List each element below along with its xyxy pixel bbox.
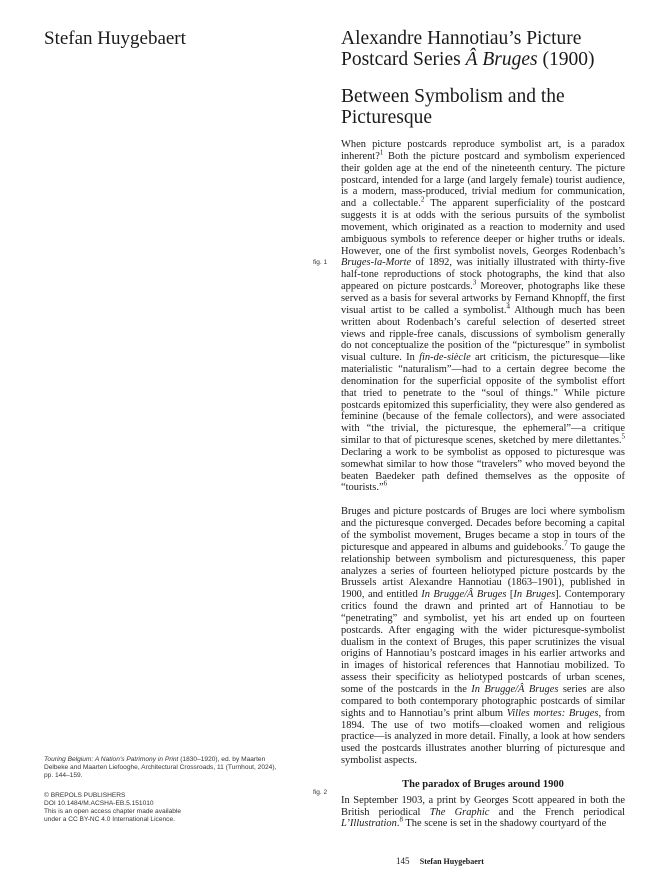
chapter-subtitle: Between Symbolism and the Picturesque <box>341 86 565 128</box>
chapter-title: Alexandre Hannotiau’s Picture Postcard Series Â Bruges (1900) <box>341 28 595 70</box>
paragraph-3: In September 1903, a print by Georges Scott appeared in both the British periodical The Graphic and the French periodical L’Illustration.$^8$ The scene is set in the shadowy courtyard of the <box>341 794 625 830</box>
author-name: Stefan Huygebaert <box>44 28 186 49</box>
paragraph-2: Bruges and picture postcards of Bruges are loci where symbolism and the picturesque converged. Decades before becoming a capital of the symbolist movement, Bruges became a stop in tours of the picturesque and appeared in albums and guidebooks.$^7$ To gauge the relationship between symbolism and picturesqueness, this paper analyzes a series of fourteen heliotyped picture postcards by the Brussels artist Alexandre Hannotiau (1863–1901), published in 1900, and entitled In Brugge/Â Bruges [In Bruges]. Contemporary critics found the drawn and printed art of Hannotiau to be “penetrating” and symbolist, yet his art ended up on fourteen postcards. After engaging with the wider picturesque-symbolist dualism in the context of Bruges, this paper scrutinizes the visual origins of Hannotiau’s postcard images in his earlier artworks and in images of historical references that Hannotiau mobilized. To assess their specificity as heliotyped postcards of urban scenes, some of the postcards in the In Brugge/Â Bruges series are also compared to both contemporary photographic postcards of similar sights and to Hannotiau’s print album Villes mortes: Bruges, from 1894. The use of two motifs—cloaked women and religious practice—is analyzed in more detail. Finally, a look at how senders used the postcards illustrates another blurring of picturesque and symbolist aspects. <box>341 506 626 767</box>
fig-1-label: fig. 1 <box>313 259 328 266</box>
copyright: © BREPOLS PUBLISHERS DOI 10.1484/M.ACSHA-EB.5.151010 This is an open access chapter made available under a CC BY-NC 4.0 International Licence. <box>44 791 182 824</box>
page-footer <box>396 856 484 866</box>
citation: Touring Belgium: A Nation’s Patrimony in Print (1830–1920), ed. by Maarten Delbeke and Maarten Liefooghe, Architectural Crossroads, 11 (Turnhout, 2024), pp. 144–159. <box>44 756 277 780</box>
fig-2-label: fig. 2 <box>313 789 328 796</box>
footer-author: Stefan Huygebaert <box>419 857 484 866</box>
page-number: 145 <box>396 856 410 866</box>
title-block <box>341 28 631 128</box>
body-text <box>341 139 625 830</box>
section-heading: The paradox of Bruges around 1900 <box>402 778 564 790</box>
publication-info <box>44 756 284 824</box>
paragraph-1: When picture postcards reproduce symbolist art, is a paradox inherent?$^1$ Both the picture postcard and symbolism experienced their golden age at the end of the nineteenth century. The picture postcard, intended for a large (and largely female) tourist audience, is a modern, mass-produced, trivial medium for communication, and a collectable.$^2$ The apparent superficiality of the postcard suggests it is at odds with the serious pursuits of the symbolist movement, which originated as a reaction to modernity and used ambiguous symbols to reference deeper or higher truths or ideals. However, one of the first symbolist novels, Georges Rodenbach’s Bruges-la-Morte of 1892, was initially illustrated with thirty-five half-tone reproductions of stock photographs, the kind that also appeared on picture postcards.$^3$ Moreover, photographs like these served as a basis for several artworks by Fernand Khnopff, the first visual artist to be called a symbolist.$^4$ Although much has been written about Rodenbach’s careful selection of deserted street views and ripple-free canals, discussions of symbolism generally do not conceptualize the position of the “picturesque” in symbolist visual culture. In fin-de-siècle art criticism, the picturesque—like materialistic “naturalism”—had to a certain degree become the denomination for the superficial opposite of the symbolist effort that tried to penetrate to the “soul of things.” While picture postcards epitomized this superficiality, they were also gendered as feminine (because of the female collectors), and were associated with “the trivial, the picturesque, the ephemeral”—a critique similar to that of picturesque scenes, sketched by mere dilettantes.$^5$ Declaring a work to be symbolist as opposed to picturesque was somewhat similar to how those “travelers” who moved beyond the beaten Baedeker path defined themselves as the opposite of “tourists.”$^6$ <box>341 139 626 494</box>
